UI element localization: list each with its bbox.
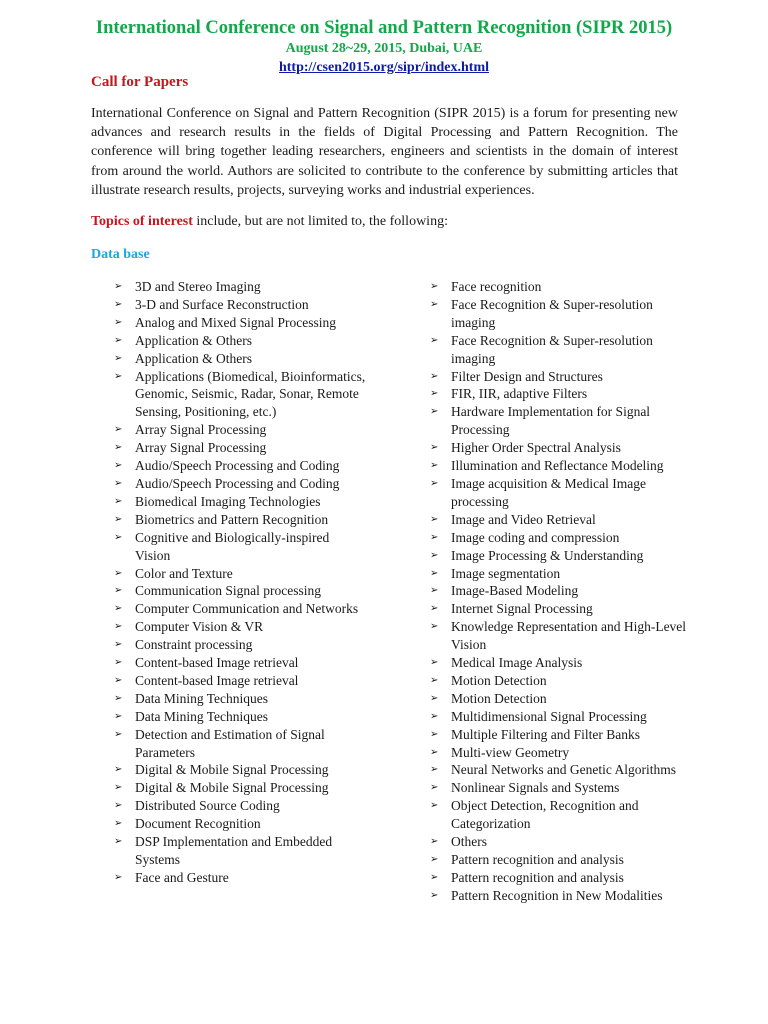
bullet-arrow-icon: ➢ xyxy=(114,710,123,722)
bullet-arrow-icon: ➢ xyxy=(114,442,123,454)
topic-label: Face Recognition & Super-resolution imaging xyxy=(451,296,653,330)
topic-label: Application & Others xyxy=(135,350,252,366)
topic-label: FIR, IIR, adaptive Filters xyxy=(451,386,588,402)
topic-item xyxy=(430,726,690,744)
conference-title: International Conference on Signal and Pattern Recognition (SIPR 2015) xyxy=(95,18,673,38)
topic-label: Multiple Filtering and Filter Banks xyxy=(451,726,640,742)
bullet-arrow-icon: ➢ xyxy=(430,764,439,776)
topic-item xyxy=(430,600,690,618)
topics-lead: Topics of interest xyxy=(91,214,193,229)
bullet-arrow-icon: ➢ xyxy=(430,871,439,883)
topic-label: Image coding and compression xyxy=(451,529,620,545)
bullet-arrow-icon: ➢ xyxy=(114,603,123,615)
topic-label: Computer Vision & VR xyxy=(135,619,264,635)
topic-item xyxy=(114,672,366,690)
bullet-arrow-icon: ➢ xyxy=(430,281,439,292)
bullet-arrow-icon: ➢ xyxy=(430,334,439,346)
topic-item xyxy=(114,797,366,815)
topic-item xyxy=(114,314,366,332)
bullet-arrow-icon: ➢ xyxy=(430,692,439,704)
bullet-arrow-icon: ➢ xyxy=(430,603,439,615)
topic-item xyxy=(430,547,690,565)
topic-label: Biometrics and Pattern Recognition xyxy=(135,511,329,527)
topic-label: Digital & Mobile Signal Processing xyxy=(135,762,329,778)
topic-label: Communication Signal processing xyxy=(135,583,321,599)
topic-item xyxy=(430,439,690,457)
bullet-arrow-icon: ➢ xyxy=(430,460,439,472)
topic-label: Array Signal Processing xyxy=(135,440,267,456)
topic-item xyxy=(114,833,366,869)
topic-label: Internet Signal Processing xyxy=(451,601,593,617)
topic-label: Document Recognition xyxy=(135,816,261,832)
topic-label: Image Processing & Understanding xyxy=(451,547,644,563)
bullet-arrow-icon: ➢ xyxy=(114,424,123,436)
topic-item xyxy=(430,403,690,439)
topic-label: Content-based Image retrieval xyxy=(135,672,299,688)
topic-label: Array Signal Processing xyxy=(135,422,267,438)
topic-label: Image acquisition & Medical Image processing xyxy=(451,475,646,509)
topic-label: Biomedical Imaging Technologies xyxy=(135,493,321,509)
topic-label: Audio/Speech Processing and Coding xyxy=(135,458,340,474)
topic-item xyxy=(430,368,690,386)
bullet-arrow-icon: ➢ xyxy=(430,549,439,561)
topic-item xyxy=(430,779,690,797)
topic-label: Neural Networks and Genetic Algorithms xyxy=(451,762,676,778)
topic-label: Face and Gesture xyxy=(135,869,229,885)
topic-item xyxy=(430,654,690,672)
topic-label: Image segmentation xyxy=(451,565,561,581)
topic-item xyxy=(430,332,690,368)
topic-item xyxy=(114,815,366,833)
topic-item xyxy=(114,439,366,457)
bullet-arrow-icon: ➢ xyxy=(114,281,123,292)
topic-label: Content-based Image retrieval xyxy=(135,655,299,671)
bullet-arrow-icon: ➢ xyxy=(114,531,123,543)
topic-item xyxy=(114,869,366,887)
topic-item xyxy=(430,278,690,296)
topic-item xyxy=(430,475,690,511)
topics-rest: include, but are not limited to, the following: xyxy=(192,214,448,229)
bullet-arrow-icon: ➢ xyxy=(430,621,439,633)
bullet-arrow-icon: ➢ xyxy=(430,854,439,865)
bullet-arrow-icon: ➢ xyxy=(430,442,439,454)
topic-label: Constraint processing xyxy=(135,637,253,653)
bullet-arrow-icon: ➢ xyxy=(430,800,439,812)
topic-item xyxy=(114,493,366,511)
topic-item xyxy=(114,779,366,797)
bullet-arrow-icon: ➢ xyxy=(114,728,123,740)
topic-item xyxy=(114,350,366,368)
topic-item xyxy=(114,690,366,708)
bullet-arrow-icon: ➢ xyxy=(430,728,439,740)
topic-item xyxy=(430,511,690,529)
topic-item xyxy=(114,332,366,350)
bullet-arrow-icon: ➢ xyxy=(114,621,123,633)
topic-item xyxy=(430,618,690,654)
bullet-arrow-icon: ➢ xyxy=(114,800,123,812)
topic-label: Multi-view Geometry xyxy=(451,744,570,760)
call-for-papers-heading: Call for Papers xyxy=(91,74,189,90)
topic-label: Pattern recognition and analysis xyxy=(451,869,624,885)
bullet-arrow-icon: ➢ xyxy=(114,764,123,776)
bullet-arrow-icon: ➢ xyxy=(430,710,439,722)
topic-label: Audio/Speech Processing and Coding xyxy=(135,475,340,491)
topic-label: Higher Order Spectral Analysis xyxy=(451,440,621,456)
topic-label: Color and Texture xyxy=(135,565,233,581)
topic-label: Application & Others xyxy=(135,332,252,348)
topic-list-left xyxy=(114,278,366,887)
bullet-arrow-icon: ➢ xyxy=(430,657,439,669)
bullet-arrow-icon: ➢ xyxy=(114,567,123,579)
conference-url-link[interactable]: http://csen2015.org/sipr/index.html xyxy=(278,60,489,75)
bullet-arrow-icon: ➢ xyxy=(430,370,439,382)
topic-item xyxy=(114,529,366,565)
topic-item xyxy=(114,296,366,314)
bullet-arrow-icon: ➢ xyxy=(430,782,439,794)
bullet-arrow-icon: ➢ xyxy=(430,388,439,400)
bullet-arrow-icon: ➢ xyxy=(114,495,123,507)
topic-item xyxy=(430,797,690,833)
topic-item xyxy=(114,511,366,529)
topic-item xyxy=(430,690,690,708)
topic-label: Nonlinear Signals and Systems xyxy=(451,780,620,796)
bullet-arrow-icon: ➢ xyxy=(114,352,123,364)
bullet-arrow-icon: ➢ xyxy=(114,370,123,382)
topic-item xyxy=(430,565,690,583)
bullet-arrow-icon: ➢ xyxy=(430,674,439,686)
topic-item xyxy=(430,582,690,600)
topic-item xyxy=(114,565,366,583)
topic-label: Data Mining Techniques xyxy=(135,690,269,706)
topic-item xyxy=(430,833,690,851)
topic-label: Motion Detection xyxy=(451,672,547,688)
topic-item xyxy=(114,600,366,618)
intro-paragraph: International Conference on Signal and Pattern Recognition (SIPR 2015) is a forum for presenting new advances and research results in the fields of Digital Processing and Pattern Recognition. The conference will bring together leading researchers, engineers and scientists in the domain of interest from around the world. Authors are solicited to contribute to the conference by submitting articles that illustrate research results, projects, surveying works and industrial experiences. xyxy=(91,106,678,198)
topic-item xyxy=(430,887,690,905)
bullet-arrow-icon: ➢ xyxy=(430,836,439,848)
topic-item xyxy=(430,457,690,475)
topic-item xyxy=(430,744,690,762)
topic-item xyxy=(430,761,690,779)
bullet-arrow-icon: ➢ xyxy=(114,692,123,704)
topic-item xyxy=(430,672,690,690)
topic-item xyxy=(114,475,366,493)
topic-label: Cognitive and Biologically-inspired Vision xyxy=(135,529,330,563)
topic-label: Applications (Biomedical, Bioinformatics, Genomic, Seismic, Radar, Sonar, Remote Sensing, Positioning, etc.) xyxy=(135,368,366,420)
topic-label: Medical Image Analysis xyxy=(451,655,583,671)
topic-item xyxy=(114,636,366,654)
topic-item xyxy=(114,726,366,762)
bullet-arrow-icon: ➢ xyxy=(114,782,123,794)
bullet-arrow-icon: ➢ xyxy=(114,818,123,830)
bullet-arrow-icon: ➢ xyxy=(430,567,439,579)
bullet-arrow-icon: ➢ xyxy=(430,406,439,418)
bullet-arrow-icon: ➢ xyxy=(114,871,123,883)
bullet-arrow-icon: ➢ xyxy=(430,585,439,597)
topic-label: Digital & Mobile Signal Processing xyxy=(135,780,329,796)
topic-label: Motion Detection xyxy=(451,690,547,706)
topic-item xyxy=(114,708,366,726)
bullet-arrow-icon: ➢ xyxy=(114,657,123,669)
topic-label: Object Detection, Recognition and Categorization xyxy=(451,798,639,832)
topic-label: Others xyxy=(451,834,487,850)
topic-item xyxy=(430,296,690,332)
topic-item xyxy=(114,278,366,296)
topic-item xyxy=(430,385,690,403)
date-location: August 28~29, 2015, Dubai, UAE xyxy=(285,41,483,56)
topic-item xyxy=(114,457,366,475)
topic-label: Knowledge Representation and High-Level Vision xyxy=(451,619,687,653)
bullet-arrow-icon: ➢ xyxy=(114,585,123,597)
topic-label: DSP Implementation and Embedded Systems xyxy=(135,834,333,867)
header xyxy=(0,16,768,77)
topic-item xyxy=(114,368,366,422)
topic-item xyxy=(430,708,690,726)
topic-item xyxy=(430,851,690,869)
topic-item xyxy=(114,654,366,672)
topic-label: Computer Communication and Networks xyxy=(135,601,359,617)
bullet-arrow-icon: ➢ xyxy=(430,513,439,525)
bullet-arrow-icon: ➢ xyxy=(114,674,123,686)
topic-list-right xyxy=(430,278,690,905)
topic-item xyxy=(114,582,366,600)
topic-label: Face Recognition & Super-resolution imaging xyxy=(451,332,653,366)
topic-label: Data Mining Techniques xyxy=(135,708,269,724)
topic-label: Illumination and Reflectance Modeling xyxy=(451,458,664,474)
bullet-arrow-icon: ➢ xyxy=(430,531,439,543)
topic-label: Detection and Estimation of Signal Parameters xyxy=(135,726,325,760)
topic-item xyxy=(114,618,366,636)
bullet-arrow-icon: ➢ xyxy=(430,477,439,489)
topic-label: Face recognition xyxy=(451,279,542,294)
bullet-arrow-icon: ➢ xyxy=(114,513,123,525)
bullet-arrow-icon: ➢ xyxy=(114,477,123,489)
bullet-arrow-icon: ➢ xyxy=(114,298,123,310)
topic-label: Filter Design and Structures xyxy=(451,368,603,384)
topic-label: Hardware Implementation for Signal Processing xyxy=(451,404,651,438)
bullet-arrow-icon: ➢ xyxy=(114,639,123,651)
topics-line xyxy=(91,214,448,230)
bullet-arrow-icon: ➢ xyxy=(430,746,439,758)
topic-item xyxy=(114,421,366,439)
bullet-arrow-icon: ➢ xyxy=(114,836,123,848)
topic-label: 3-D and Surface Reconstruction xyxy=(135,296,309,312)
topic-item xyxy=(430,529,690,547)
topic-label: Image-Based Modeling xyxy=(451,583,579,599)
bullet-arrow-icon: ➢ xyxy=(430,298,439,310)
bullet-arrow-icon: ➢ xyxy=(114,460,123,472)
topic-label: Pattern recognition and analysis xyxy=(451,852,624,867)
topic-label: Distributed Source Coding xyxy=(135,798,280,814)
topic-label: 3D and Stereo Imaging xyxy=(135,279,261,294)
section-label: Data base xyxy=(91,247,150,262)
topic-label: Pattern Recognition in New Modalities xyxy=(451,887,663,903)
bullet-arrow-icon: ➢ xyxy=(430,889,439,901)
topic-label: Multidimensional Signal Processing xyxy=(451,708,647,724)
topic-item xyxy=(430,869,690,887)
topic-item xyxy=(114,761,366,779)
bullet-arrow-icon: ➢ xyxy=(114,316,123,328)
topic-label: Analog and Mixed Signal Processing xyxy=(135,314,336,330)
topic-label: Image and Video Retrieval xyxy=(451,511,596,527)
bullet-arrow-icon: ➢ xyxy=(114,334,123,346)
